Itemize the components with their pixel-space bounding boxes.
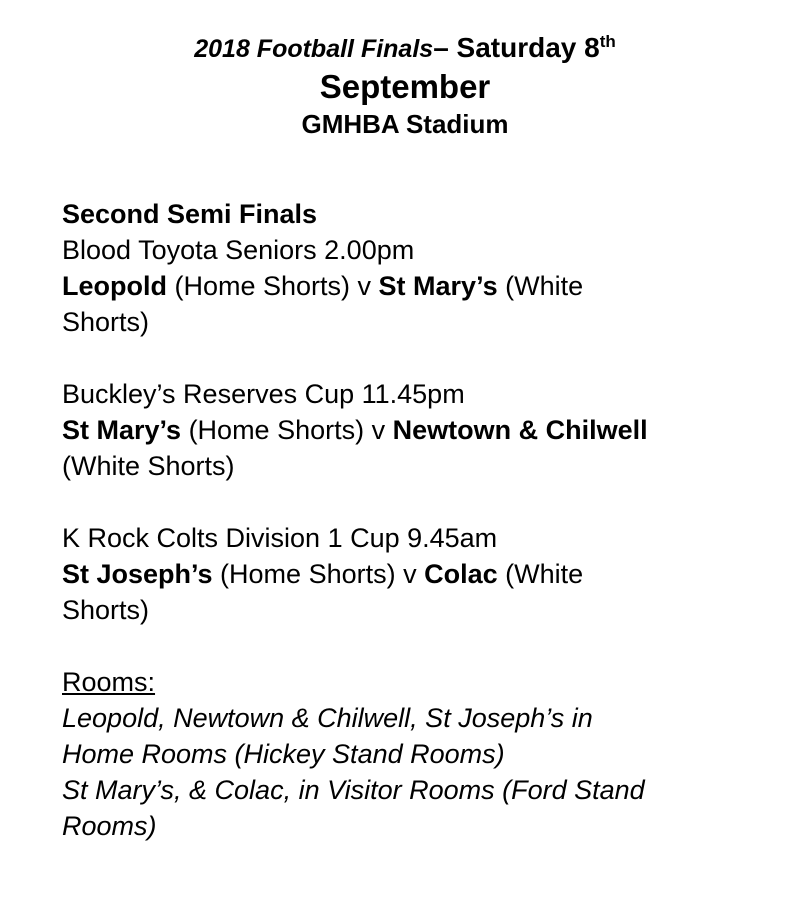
home-team: St Joseph’s	[62, 559, 213, 589]
header	[0, 0, 810, 141]
title-event: 2018 Football Finals	[194, 35, 434, 63]
fixture-line-continued: Shorts)	[62, 307, 150, 337]
away-team: Colac	[424, 559, 498, 589]
home-shorts: (Home Shorts) v	[212, 559, 425, 589]
title-date-suffix: th	[599, 32, 616, 51]
fixture-line	[62, 556, 782, 592]
competition-line: Blood Toyota Seniors 2.00pm	[62, 235, 415, 265]
title-line	[0, 30, 810, 67]
away-shorts: (White	[497, 271, 584, 301]
spacer	[62, 484, 782, 520]
match-block	[62, 232, 782, 340]
fixture-line	[62, 268, 782, 304]
away-team: St Mary’s	[378, 271, 498, 301]
away-shorts: (White	[497, 559, 584, 589]
spacer	[62, 628, 782, 664]
rooms-line: Rooms)	[62, 811, 157, 841]
fixture-line	[62, 412, 782, 448]
rooms-line: Leopold, Newtown & Chilwell, St Joseph’s in	[62, 703, 593, 733]
home-team: Leopold	[62, 271, 167, 301]
home-team: St Mary’s	[62, 415, 182, 445]
title-date: – Saturday 8	[433, 32, 600, 63]
rooms-block	[62, 664, 782, 844]
section-heading: Second Semi Finals	[62, 199, 318, 229]
match-block	[62, 520, 782, 628]
rooms-label: Rooms:	[62, 667, 156, 697]
fixture-content	[62, 196, 782, 844]
title-month: September	[319, 68, 491, 105]
home-shorts: (Home Shorts) v	[181, 415, 393, 445]
rooms-line: St Mary’s, & Colac, in Visitor Rooms (Ford Stand	[62, 775, 645, 805]
fixture-line-continued: (White Shorts)	[62, 451, 235, 481]
rooms-line: Home Rooms (Hickey Stand Rooms)	[62, 739, 505, 769]
fixture-line-continued: Shorts)	[62, 595, 150, 625]
competition-line: Buckley’s Reserves Cup 11.45pm	[62, 379, 465, 409]
spacer	[62, 340, 782, 376]
home-shorts: (Home Shorts) v	[166, 271, 379, 301]
venue-title: GMHBA Stadium	[301, 109, 509, 139]
away-team: Newtown & Chilwell	[392, 415, 648, 445]
match-block	[62, 376, 782, 484]
competition-line: K Rock Colts Division 1 Cup 9.45am	[62, 523, 498, 553]
